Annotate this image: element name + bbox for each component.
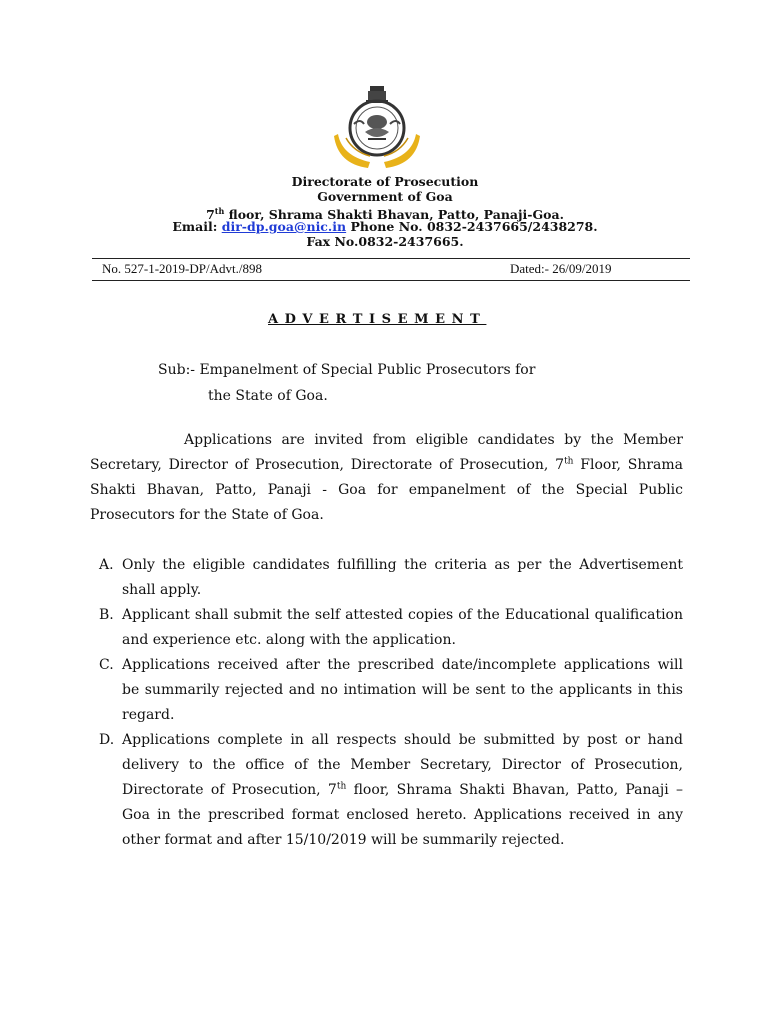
bottom-rule [92,280,690,281]
government-name: Government of Goa [317,189,453,204]
list-item [90,728,683,853]
list-item [90,603,683,653]
reference-date: Dated:- 26/09/2019 [510,261,612,276]
office-address: 7th floor, Shrama Shakti Bhavan, Patto, Panaji-Goa. [206,206,564,223]
item-letter: B. [99,607,114,623]
subject-line-2: the State of Goa. [208,388,328,404]
phone-number: Phone No. 0832-2437665/2438278. [346,219,598,234]
item-letter: A. [99,557,114,573]
reference-number: No. 527-1-2019-DP/Advt./898 [102,261,262,276]
item-letter: D. [99,732,115,748]
list-item [90,553,683,603]
intro-paragraph: Applications are invited from eligible candidates by the Member Secretary, Director of Prosecution, Directorate of Prosecution, 7th Floor, Shrama Shakti Bhavan, Patto, Panaji - Goa for empanelment of the Special Public Prosecutors for the State of Goa. [90,432,683,523]
list-item [90,653,683,728]
item-letter: C. [99,657,114,673]
email-link[interactable]: dir-dp.goa@nic.in [221,219,347,234]
subject-line-1: Sub:- Empanelment of Special Public Prosecutors for [158,362,536,378]
office-name: Directorate of Prosecution [291,174,479,189]
contact-line: Email: dir-dp.goa@nic.in Phone No. 0832-2437665/2438278. [172,219,598,234]
item-text: Applicant shall submit the self attested copies of the Educational qualification and experience etc. along with the application. [122,607,683,648]
fax-number: Fax No.0832-2437665. [306,234,464,249]
item-text: Applications complete in all respects should be submitted by post or hand delivery to the office of the Member Secretary, Director of Prosecution, Directorate of Prosecution, 7th floor, Shrama Shakti Bhavan, Patto, Panaji – Goa in the prescribed format enclosed hereto. Applications received in any other format and after 15/10/2019 will be summarily rejected. [122,732,683,848]
goa-government-emblem [332,84,422,170]
advertisement-heading: ADVERTISEMENT [268,312,487,327]
item-text: Applications received after the prescribed date/incomplete applications will be summarily rejected and no intimation will be sent to the applicants in this regard. [122,657,683,723]
conditions-list [90,553,683,853]
item-text: Only the eligible candidates fulfilling the criteria as per the Advertisement shall apply. [122,557,683,598]
top-rule [92,258,690,259]
